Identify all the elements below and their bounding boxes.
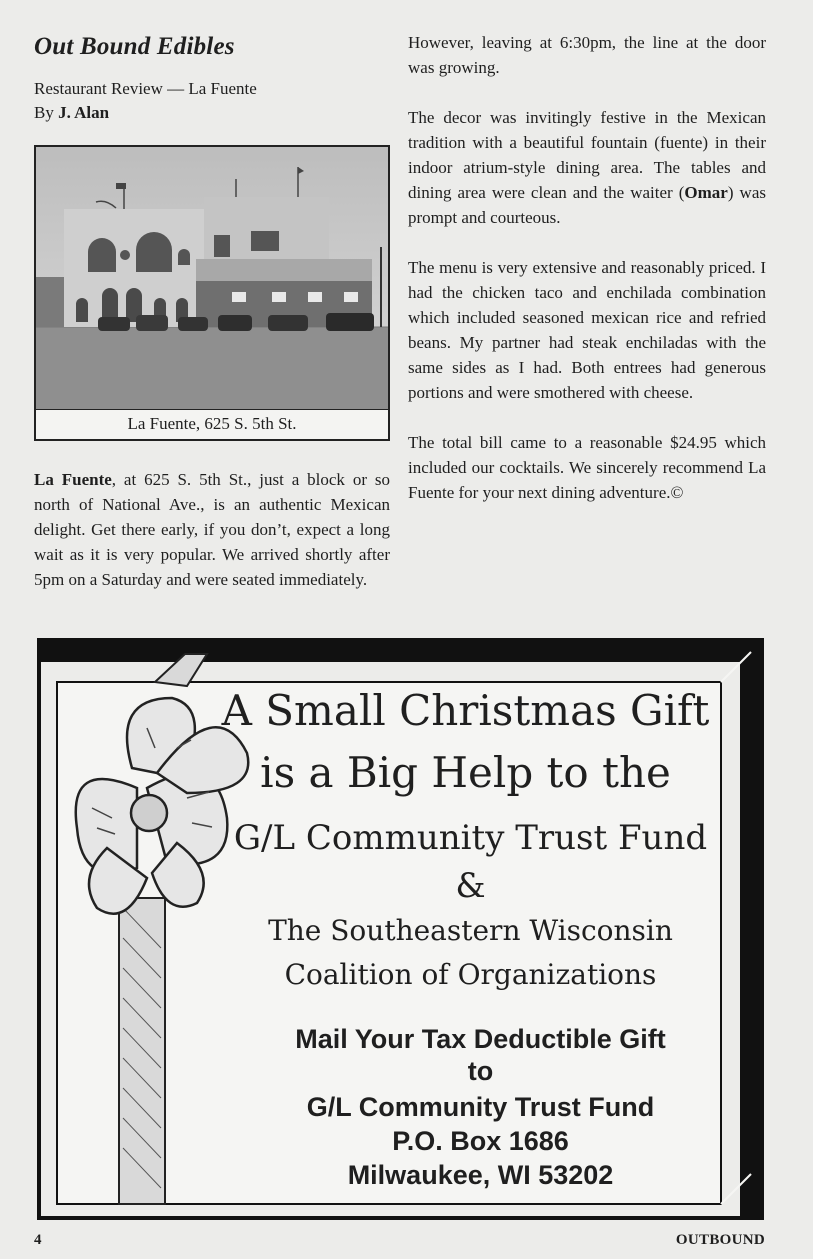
ad-headline-2: is a Big Help to the bbox=[260, 748, 671, 797]
restaurant-name: La Fuente bbox=[34, 470, 112, 489]
ad-org-2-line-1: The Southeastern Wisconsin bbox=[268, 914, 673, 947]
waiter-name: Omar bbox=[684, 183, 728, 202]
paragraph-3-text-b: ) was prompt and courteous. bbox=[408, 183, 766, 227]
paragraph-2: However, leaving at 6:30pm, the line at the door was growing. bbox=[408, 33, 766, 77]
ad-address-1: G/L Community Trust Fund bbox=[306, 1092, 655, 1122]
byline-prefix: By bbox=[34, 103, 59, 122]
ad-address-3: Milwaukee, WI 53202 bbox=[347, 1160, 614, 1190]
ad-headline-1: A Small Christmas Gift bbox=[221, 686, 710, 735]
publication-name: OUTBOUND bbox=[675, 1232, 765, 1248]
ad-ampersand: & bbox=[455, 866, 486, 906]
paragraph-3 bbox=[408, 105, 766, 230]
ad-mail-line-1: Mail Your Tax Deductible Gift bbox=[295, 1024, 666, 1054]
christmas-gift-ad bbox=[37, 638, 764, 1220]
paragraph-3-text-a: The decor was invitingly festive in the Mexican tradition with a beautiful fountain (fuente) in their indoor atrium-style dining area. The tables and dining area were clean and the waiter ( bbox=[408, 108, 766, 202]
author-name: J. Alan bbox=[58, 103, 110, 122]
photo-caption: La Fuente, 625 S. 5th St. bbox=[36, 409, 388, 439]
paragraph-1 bbox=[34, 467, 390, 592]
article-subtitle: Restaurant Review — La Fuente bbox=[34, 79, 257, 98]
section-title: Out Bound Edibles bbox=[34, 33, 235, 60]
left-column bbox=[34, 30, 390, 592]
ad-mail-line-2: to bbox=[467, 1056, 494, 1086]
paragraph-5: The total bill came to a reasonable $24.95 which included our cocktails. We sincerely recommend La Fuente for your next dining adventure.© bbox=[408, 433, 766, 502]
restaurant-photo-image bbox=[36, 147, 388, 409]
ad-org-2-line-2: Coalition of Organizations bbox=[284, 958, 657, 991]
restaurant-photo bbox=[34, 145, 390, 441]
page-number: 4 bbox=[34, 1232, 42, 1248]
ad-address-2: P.O. Box 1686 bbox=[392, 1126, 569, 1156]
paragraph-4: The menu is very extensive and reasonably priced. I had the chicken taco and enchilada combination which included seasoned mexican rice and refried beans. My partner had steak enchiladas with the same sides as I had. Both entrees had generous portions and were smothered with cheese. bbox=[408, 258, 766, 402]
paragraph-1-text: , at 625 S. 5th St., just a block or so north of National Ave., is an authentic Mexican delight. Get there early, if you don’t, expect a long wait as it is very popular. We arrived shortly after 5pm on a Saturday and were seated immediately. bbox=[34, 470, 390, 589]
right-column bbox=[408, 30, 766, 505]
byline bbox=[34, 101, 390, 125]
ad-org-1: G/L Community Trust Fund bbox=[233, 818, 708, 858]
